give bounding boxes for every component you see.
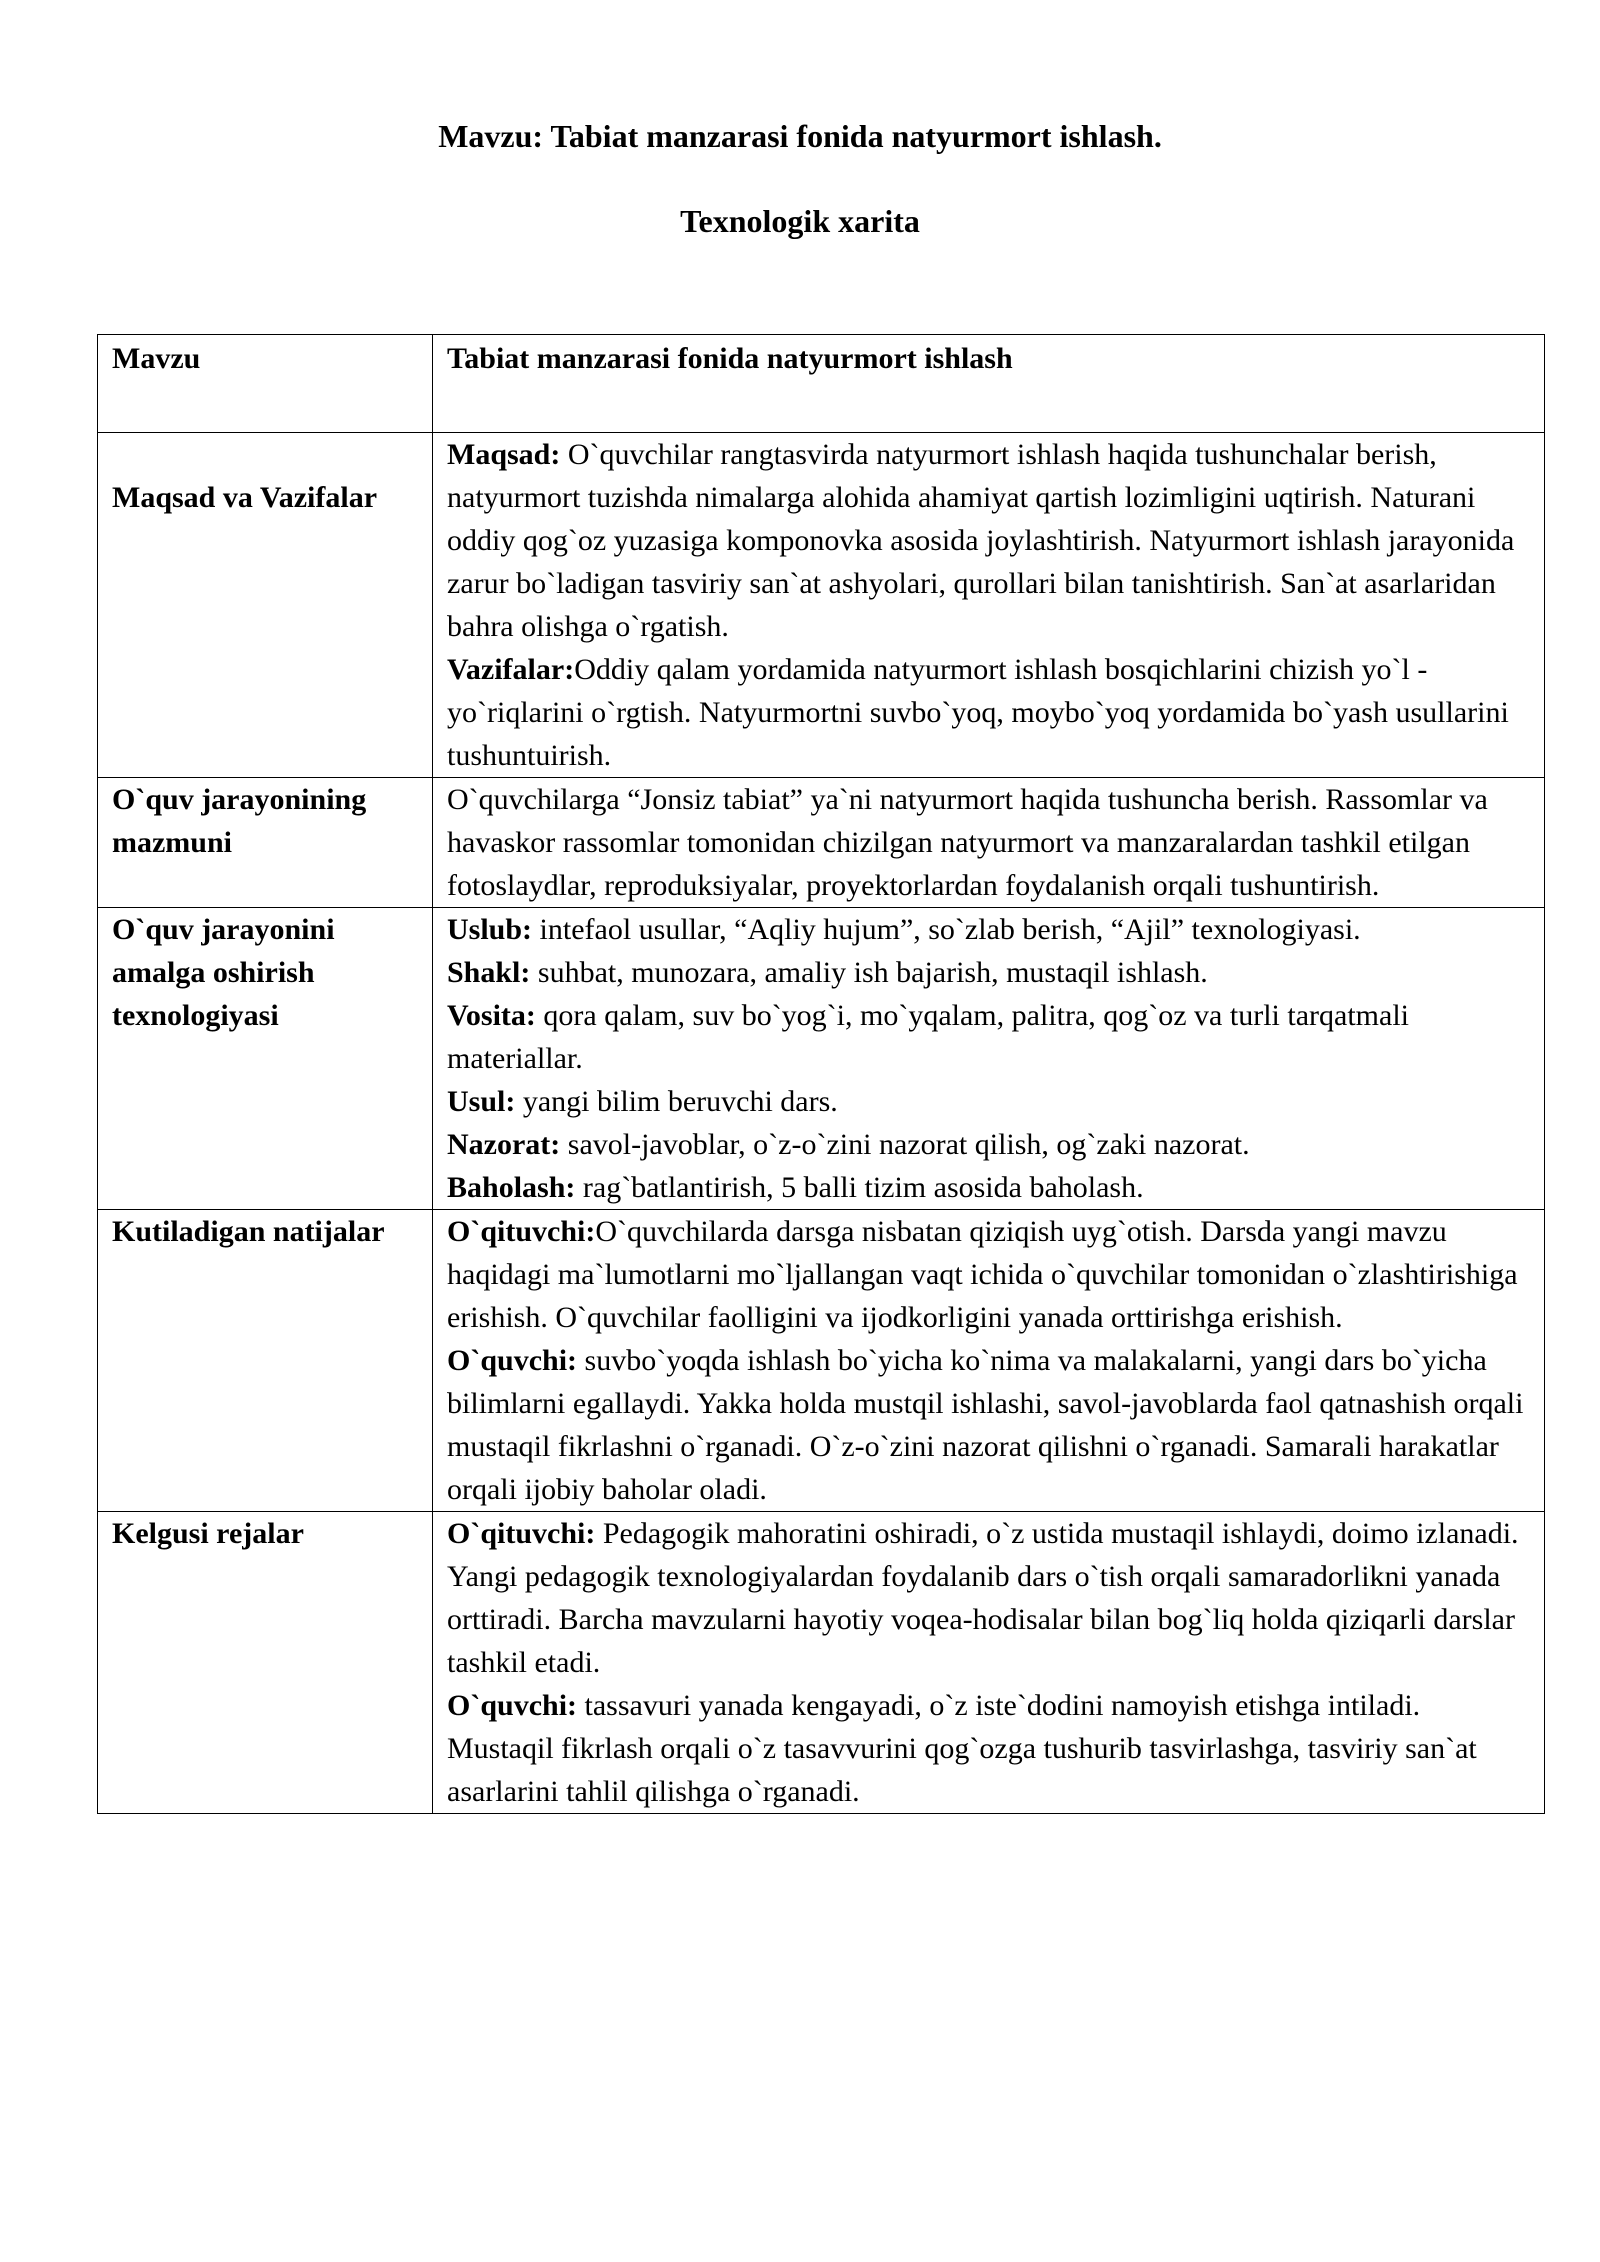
content-paragraph — [447, 1123, 1532, 1166]
row-content — [433, 335, 1545, 433]
content-paragraph — [447, 1166, 1532, 1209]
content-paragraph — [447, 1210, 1532, 1339]
paragraph-heading: Maqsad: — [447, 438, 561, 471]
table-row — [98, 1512, 1545, 1814]
paragraph-heading: O`quvchi: — [447, 1344, 578, 1377]
content-paragraph — [447, 1080, 1532, 1123]
paragraph-text: yangi bilim beruvchi dars. — [515, 1085, 838, 1118]
content-paragraph — [447, 908, 1532, 951]
row-content — [433, 778, 1545, 908]
paragraph-text: intefaol usullar, “Aqliy hujum”, so`zlab berish, “Ajil” texnologiyasi. — [532, 913, 1361, 946]
paragraph-text: O`quvchilarga “Jonsiz tabiat” ya`ni natyurmort haqida tushuncha berish. Rassomlar va havaskor rassomlar tomonidan chizilgan natyurmort va manzaralardan tashkil etilgan fotoslaydlar, reproduksiyalar, proyektorlardan foydalanish orqali tushuntirish. — [447, 783, 1488, 902]
row-content — [433, 908, 1545, 1210]
paragraph-text: O`quvchilarda darsga nisbatan qiziqish uyg`otish. Darsda yangi mavzu haqidagi ma`lumotlarni mo`ljallangan vaqt ichida o`quvchilar tomonidan o`zlashtirishiga erishish. O`quvchilar faolligini va ijodkorligini yanada orttirishga erishish. — [447, 1215, 1518, 1334]
content-paragraph — [447, 994, 1532, 1080]
paragraph-heading: O`quvchi: — [447, 1689, 578, 1722]
paragraph-text: rag`batlantirish, 5 balli tizim asosida baholash. — [575, 1171, 1144, 1204]
paragraph-text: tassavuri yanada kengayadi, o`z iste`dodini namoyish etishga intiladi. Mustaqil fikrlash orqali o`z tasavvurini qog`ozga tushurib tasvirlashga, tasviriy san`at asarlarini tahlil qilishga o`rganadi. — [447, 1689, 1477, 1808]
row-content — [433, 1210, 1545, 1512]
row-content — [433, 433, 1545, 778]
row-label: Kutiladigan natijalar — [98, 1210, 433, 1512]
row-label: O`quv jarayonini amalga oshirish texnologiyasi — [98, 908, 433, 1210]
paragraph-heading: O`qituvchi: — [447, 1215, 596, 1248]
paragraph-heading: Usul: — [447, 1085, 516, 1118]
paragraph-text: Pedagogik mahoratini oshiradi, o`z ustida mustaqil ishlaydi, doimo izlanadi. Yangi pedagogik texnologiyalardan foydalanib dars o`tish orqali samaradorlikni yanada orttiradi. Barcha mavzularni hayotiy voqea-hodisalar bilan bog`liq holda qiziqarli darslar tashkil etadi. — [447, 1517, 1519, 1679]
table-row — [98, 908, 1545, 1210]
row-label: Kelgusi rejalar — [98, 1512, 433, 1814]
row-label: O`quv jarayonining mazmuni — [98, 778, 433, 908]
document-subtitle: Texnologik xarita — [680, 203, 920, 239]
table-body — [98, 335, 1545, 1814]
row-label: Mavzu — [98, 335, 433, 433]
paragraph-text: Oddiy qalam yordamida natyurmort ishlash bosqichlarini chizish yo`l -yo`riqlarini o`rgtish. Natyurmortni suvbo`yoq, moybo`yoq yordamida bo`yash usullarini tushuntuirish. — [447, 653, 1509, 772]
paragraph-text: suhbat, munozara, amaliy ish bajarish, mustaqil ishlash. — [530, 956, 1208, 989]
document-title: Mavzu: Tabiat manzarasi fonida natyurmort ishlash. — [438, 118, 1162, 154]
table-row — [98, 335, 1545, 433]
content-paragraph — [447, 433, 1532, 648]
row-content — [433, 1512, 1545, 1814]
content-paragraph — [447, 337, 1532, 380]
paragraph-heading: Vazifalar: — [447, 653, 575, 686]
content-paragraph — [447, 951, 1532, 994]
table-row — [98, 433, 1545, 778]
paragraph-text: qora qalam, suv bo`yog`i, mo`yqalam, palitra, qog`oz va turli tarqatmali materiallar. — [447, 999, 1409, 1075]
paragraph-heading: O`qituvchi: — [447, 1517, 596, 1550]
content-paragraph — [447, 778, 1532, 907]
technological-map-table — [97, 334, 1545, 1814]
row-label: Maqsad va Vazifalar — [98, 433, 433, 778]
content-paragraph — [447, 1512, 1532, 1684]
table-row — [98, 778, 1545, 908]
paragraph-heading: Baholash: — [447, 1171, 576, 1204]
content-paragraph — [447, 1684, 1532, 1813]
paragraph-heading: Uslub: — [447, 913, 533, 946]
paragraph-text: savol-javoblar, o`z-o`zini nazorat qilish, og`zaki nazorat. — [560, 1128, 1250, 1161]
paragraph-heading: Vosita: — [447, 999, 536, 1032]
content-paragraph — [447, 648, 1532, 777]
table-row — [98, 1210, 1545, 1512]
paragraph-heading: Nazorat: — [447, 1128, 561, 1161]
content-paragraph — [447, 1339, 1532, 1511]
paragraph-text: O`quvchilar rangtasvirda natyurmort ishlash haqida tushunchalar berish, natyurmort tuzishda nimalarga alohida ahamiyat qartish lozimligini uqtirish. Naturani oddiy qog`oz yuzasiga komponovka asosida joylashtirish. Natyurmort ishlash jarayonida zarur bo`ladigan tasviriy san`at ashyolari, qurollari bilan tanishtirish. San`at asarlaridan bahra olishga o`rgatish. — [447, 438, 1515, 643]
paragraph-heading: Tabiat manzarasi fonida natyurmort ishlash — [447, 342, 1013, 375]
paragraph-heading: Shakl: — [447, 956, 531, 989]
paragraph-text: suvbo`yoqda ishlash bo`yicha ko`nima va malakalarni, yangi dars bo`yicha bilimlarni egallaydi. Yakka holda mustqil ishlashi, savol-javoblarda faol qatnashish orqali mustaqil fikrlashni o`rganadi. O`z-o`zini nazorat qilishni o`rganadi. Samarali harakatlar orqali ijobiy baholar oladi. — [447, 1344, 1524, 1506]
